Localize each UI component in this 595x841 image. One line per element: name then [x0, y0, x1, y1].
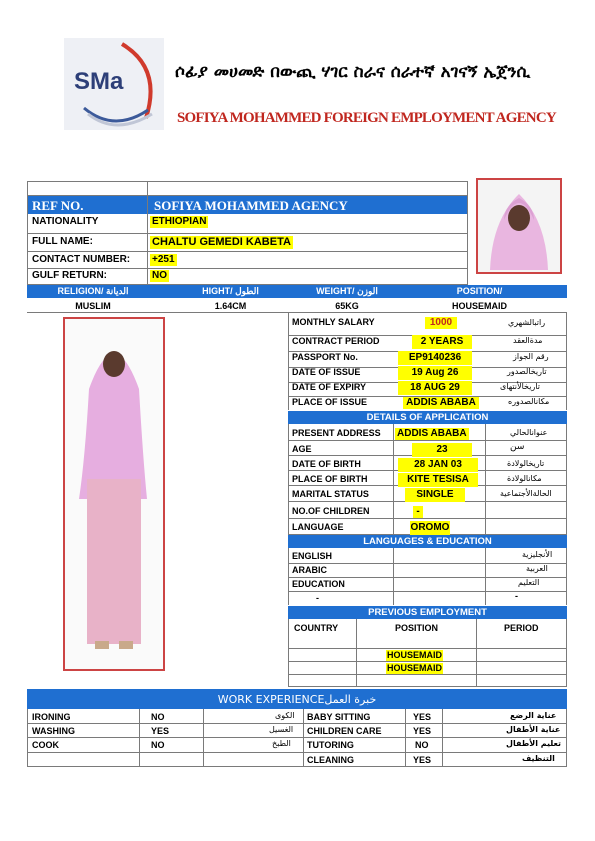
- issue-date-arabic: تاريخالصدور: [507, 367, 547, 376]
- address-label: PRESENT ADDRESS: [292, 428, 381, 438]
- dob-arabic: تاريخالولادة: [507, 459, 545, 468]
- arabic-label: ARABIC: [292, 565, 327, 575]
- full-name-value: CHALTU GEMEDI KABETA: [152, 236, 291, 248]
- weight-header: WEIGHT/ الوزن: [316, 286, 378, 296]
- baby-sitting-value: YES: [413, 712, 432, 722]
- tutoring-label: TUTORING: [307, 740, 354, 750]
- english-agency-name: SOFIYA MOHAMMED FOREIGN EMPLOYMENT AGENCY: [177, 110, 556, 126]
- cook-label: COOK: [32, 740, 59, 750]
- cook-value: NO: [151, 740, 165, 750]
- address-value: ADDIS ABABA: [397, 428, 467, 439]
- religion-header: RELIGION/ الديانة: [57, 286, 129, 296]
- gulf-return-value: NO: [152, 270, 167, 281]
- pob-arabic: مكانالولادة: [507, 474, 542, 483]
- country-header: COUNTRY: [294, 623, 339, 633]
- tutoring-value: NO: [415, 740, 429, 750]
- language-label: LANGUAGE: [292, 522, 344, 532]
- work-experience-title: WORK EXPERIENCEخبرة العمل: [217, 693, 377, 706]
- age-value: 23: [412, 443, 472, 457]
- attributes-header-row: [27, 285, 567, 298]
- cleaning-label: CLEANING: [307, 755, 354, 765]
- contract-label: CONTRACT PERIOD: [292, 336, 380, 346]
- gulf-return-label: GULF RETURN:: [32, 270, 107, 281]
- english-label: ENGLISH: [292, 551, 333, 561]
- expiry-date-label: DATE OF EXPIRY: [292, 382, 367, 392]
- issue-date-value: 19 Aug 26: [398, 366, 472, 380]
- expiry-date-value: 18 AUG 29: [398, 381, 472, 395]
- children-care-arabic: عناية الأطفال: [506, 725, 561, 734]
- washing-label: WASHING: [32, 726, 76, 736]
- tutoring-arabic: تعليم الأطفال: [506, 739, 562, 748]
- baby-sitting-arabic: عناية الرضع: [510, 711, 557, 720]
- education-label: EDUCATION: [292, 579, 345, 589]
- place-of-issue-arabic: مكانالصدوره: [508, 397, 550, 406]
- english-arabic: الأنجليزية: [522, 550, 553, 559]
- contract-value: 2 YEARS: [412, 335, 472, 349]
- contact-label: CONTACT NUMBER:: [32, 254, 131, 265]
- contact-value: +251: [152, 254, 175, 265]
- marital-label: MARITAL STATUS: [292, 489, 369, 499]
- address-arabic: عنوانالحالي: [510, 428, 548, 437]
- religion-value: MUSLIM: [75, 301, 111, 311]
- ref-value: SOFIYA MOHAMMED AGENCY: [154, 198, 348, 213]
- agency-logo: [64, 38, 164, 130]
- nationality-value: ETHIOPIAN: [152, 216, 207, 227]
- languages-title: LANGUAGES & EDUCATION: [363, 536, 492, 547]
- dob-value: 28 JAN 03: [398, 458, 478, 472]
- salary-value: 1000: [425, 317, 457, 329]
- position-value: HOUSEMAID: [451, 301, 507, 311]
- cook-arabic: الطبخ: [272, 739, 291, 748]
- washing-value: YES: [151, 726, 170, 736]
- period-header: PERIOD: [504, 623, 539, 633]
- passport-no-arabic: رقم الجواز: [513, 352, 549, 361]
- work-experience-table: [27, 709, 567, 767]
- children-label: NO.OF CHILDREN: [292, 506, 370, 516]
- previous-employment-title: PREVIOUS EMPLOYMENT: [368, 607, 487, 618]
- other-language-label: -: [316, 593, 319, 603]
- ironing-value: NO: [151, 712, 165, 722]
- pob-label: PLACE OF BIRTH: [292, 474, 368, 484]
- languages-header: [288, 535, 567, 548]
- salary-label: MONTHLY SALARY: [292, 317, 375, 327]
- full-name-label: FULL NAME:: [32, 236, 93, 247]
- ref-row: [28, 196, 467, 214]
- full-body-figure-icon: [65, 319, 163, 669]
- baby-sitting-label: BABY SITTING: [307, 712, 371, 722]
- passport-no-value: EP9140236: [398, 351, 472, 365]
- height-value: 1.64CM: [214, 301, 247, 311]
- pob-value: KITE TESISA: [398, 473, 478, 487]
- issue-date-label: DATE OF ISSUE: [292, 367, 361, 377]
- children-care-value: YES: [413, 726, 432, 736]
- logo-text: SMa: [74, 68, 124, 95]
- portrait-figure-icon: [478, 180, 560, 272]
- application-title: DETAILS OF APPLICATION: [366, 412, 489, 423]
- language-value: OROMO: [410, 522, 450, 533]
- nationality-label: NATIONALITY: [32, 216, 99, 227]
- education-arabic: التعليم: [518, 578, 540, 587]
- previous-employment-header: [288, 606, 567, 619]
- position-header: POSITION/: [456, 286, 503, 296]
- amharic-agency-name: ሶፊያ መሀመድ በውጪ ሃገር ስራና ሰራተኛ አገናኝ ኤጀንሲ: [175, 62, 531, 82]
- place-of-issue-value: ADDIS ABABA: [403, 397, 479, 409]
- dob-label: DATE OF BIRTH: [292, 459, 361, 469]
- previous-position-2: HOUSEMAID: [387, 663, 443, 673]
- contract-arabic: مدةالعقد: [513, 336, 543, 345]
- marital-value: SINGLE: [405, 488, 465, 502]
- place-of-issue-label: PLACE OF ISSUE: [292, 397, 368, 407]
- marital-arabic: الحالةالأجتماعية: [500, 489, 552, 498]
- children-care-label: CHILDREN CARE: [307, 726, 382, 736]
- ironing-label: IRONING: [32, 712, 71, 722]
- portrait-photo: [476, 178, 562, 274]
- passport-no-label: PASSPORT No.: [292, 352, 358, 362]
- position-col-header: POSITION: [395, 623, 439, 633]
- attributes-value-row: [27, 298, 567, 313]
- children-value: -: [413, 506, 423, 518]
- arabic-arabic: العربية: [526, 564, 548, 573]
- age-label: AGE: [292, 444, 312, 454]
- ref-label: REF NO.: [32, 198, 84, 213]
- weight-value: 65KG: [335, 301, 359, 311]
- salary-arabic: راتبالشهري: [508, 318, 546, 327]
- washing-arabic: الغسيل: [269, 725, 294, 734]
- full-body-photo: [63, 317, 165, 671]
- work-experience-header: [27, 689, 567, 709]
- previous-position-1: HOUSEMAID: [387, 650, 443, 660]
- height-header: HIGHT/ الطول: [202, 286, 259, 296]
- application-header: [288, 411, 567, 424]
- ironing-arabic: الكوى: [275, 711, 295, 720]
- cleaning-arabic: التنظيف: [522, 754, 555, 763]
- age-arabic: سن: [510, 442, 525, 452]
- other-language-arabic: -: [515, 591, 518, 601]
- expiry-date-arabic: تاريخالأنتهاى: [500, 382, 540, 391]
- cleaning-value: YES: [413, 755, 432, 765]
